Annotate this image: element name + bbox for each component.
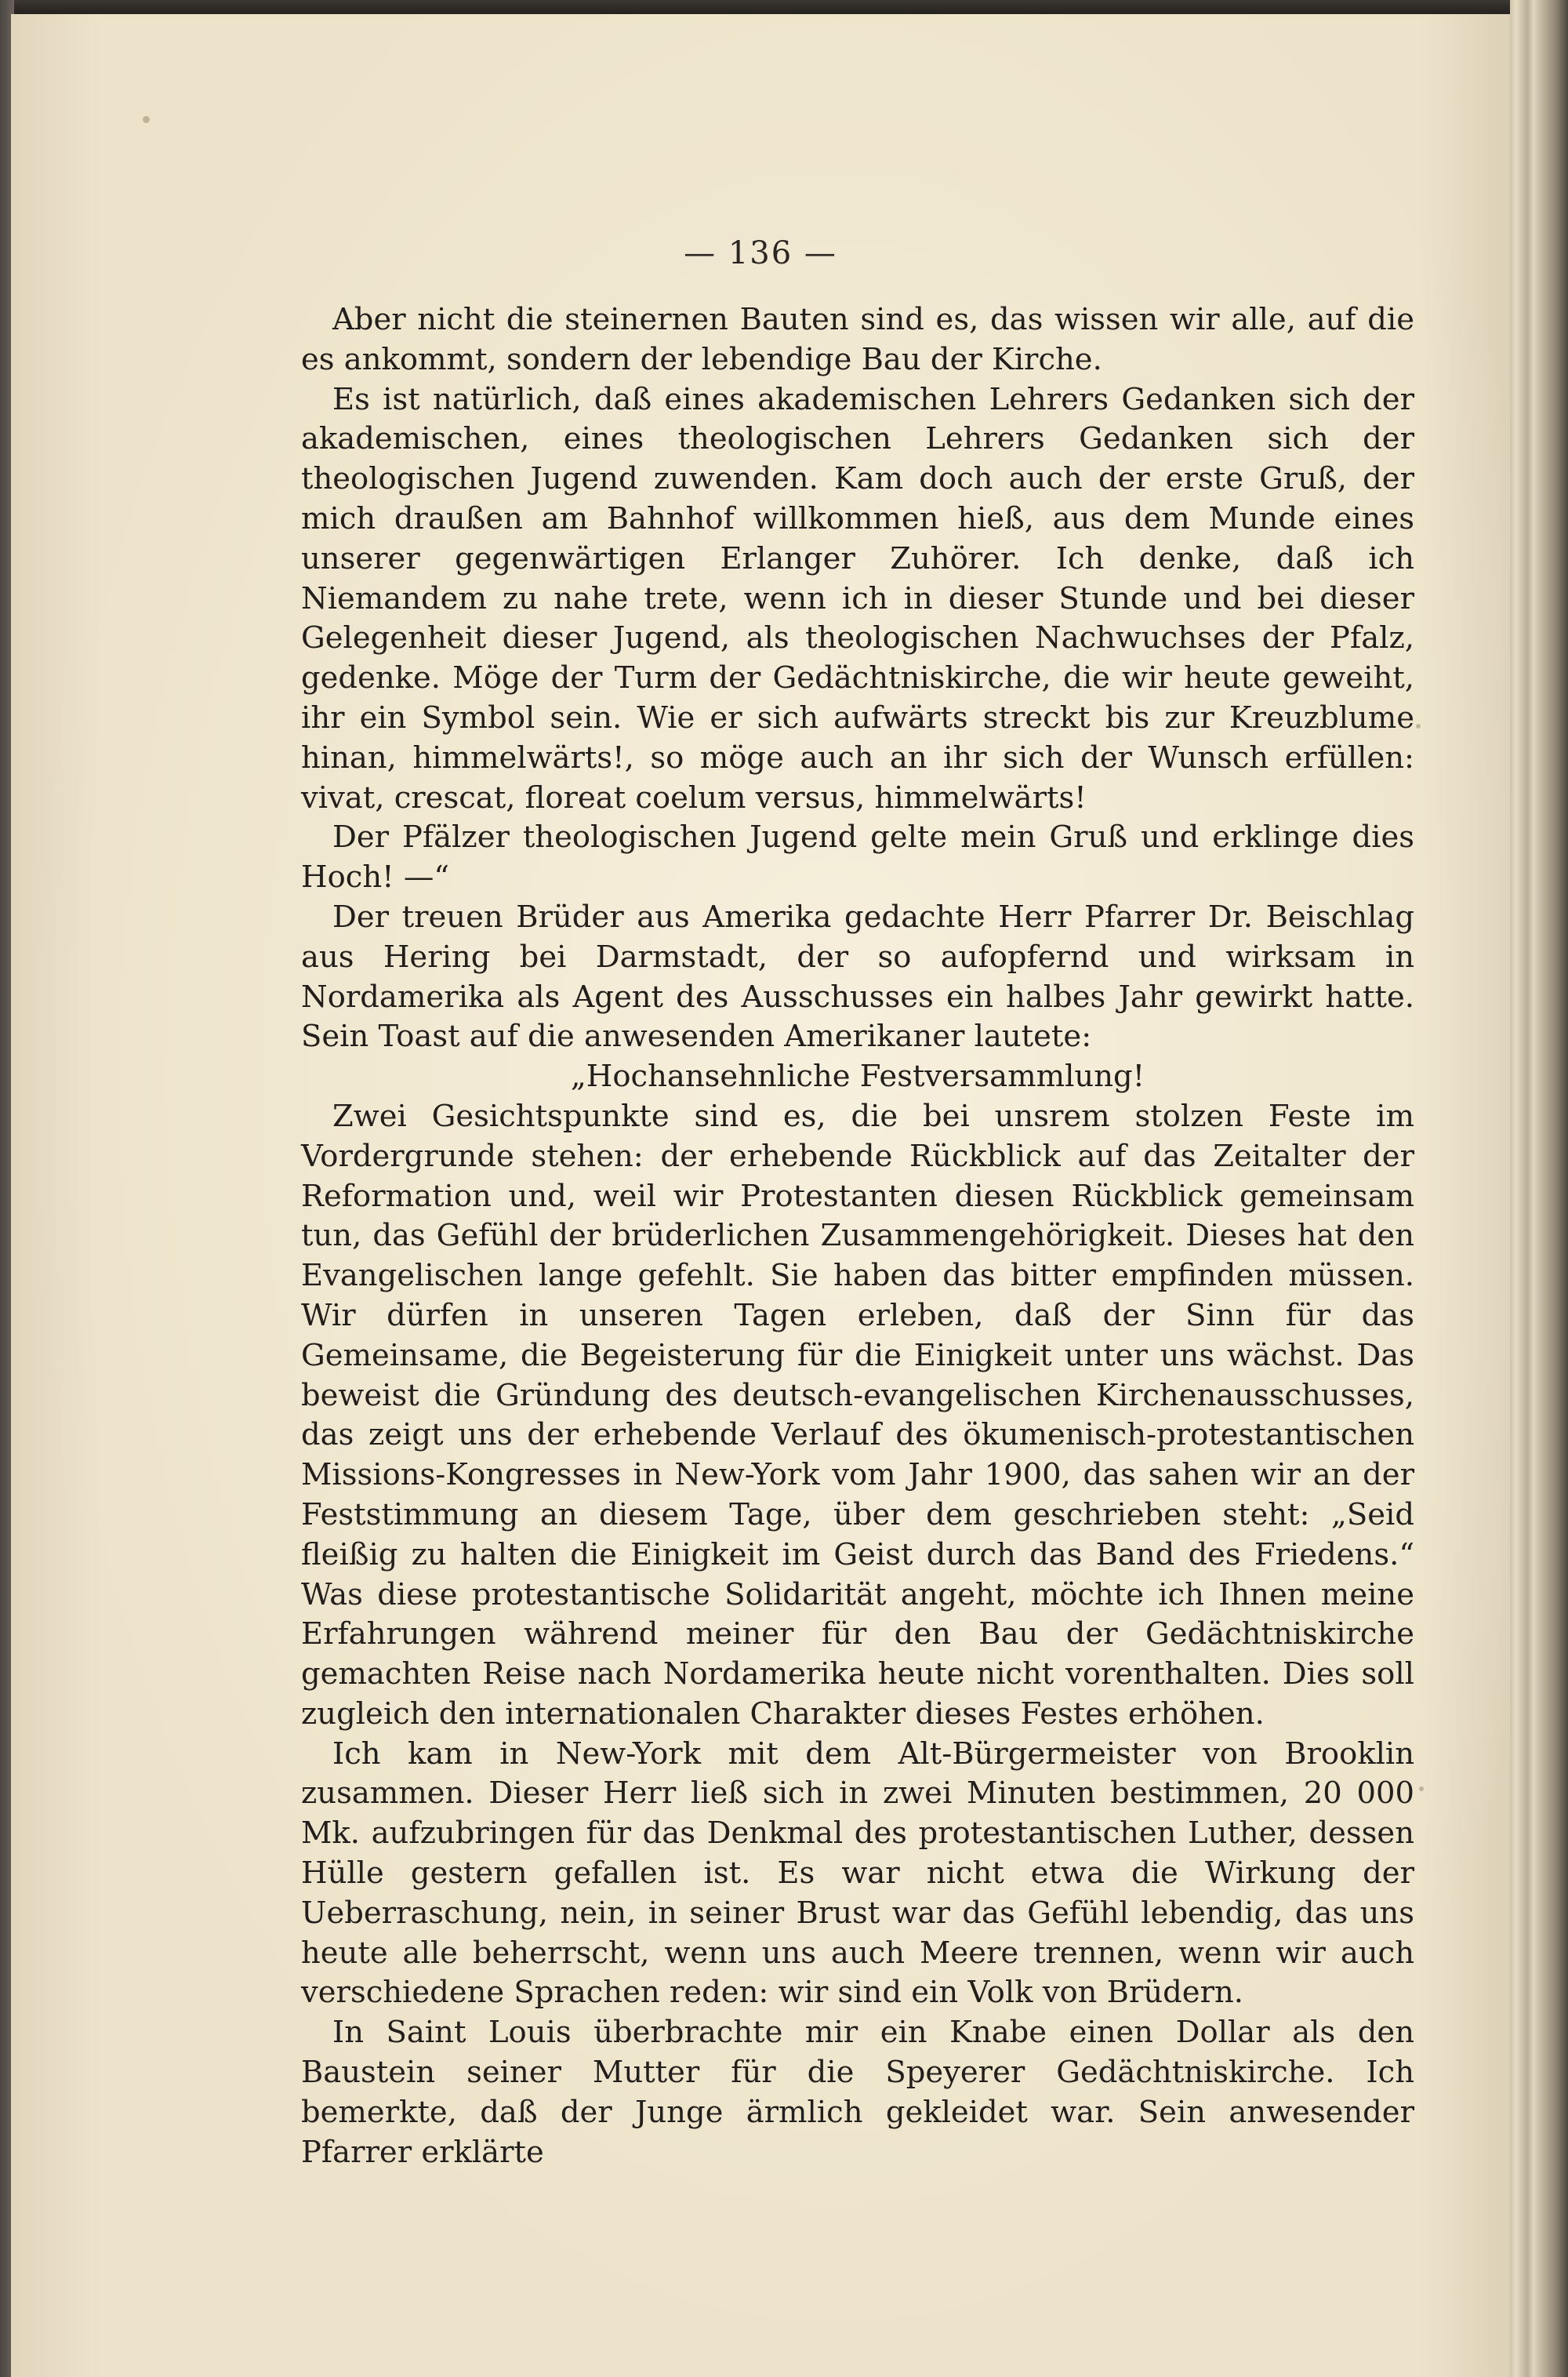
page-body	[301, 300, 1414, 2172]
paragraph: In Saint Louis überbrachte mir ein Knabe einen Dollar als den Baustein seiner Mutter für die Speyerer Gedächtniskirche. Ich bemerkte, daß der Junge ärmlich gekleidet war. Sein anwesender Pfarrer erklärte	[301, 2015, 1414, 2170]
page-number: — 136 —	[684, 235, 837, 271]
paper-stain	[1416, 724, 1421, 729]
speech-salutation: „Hochansehnliche Festversammlung!	[570, 1059, 1145, 1095]
paragraph: Der Pfälzer theologischen Jugend gelte mein Gruß und erklinge dies Hoch! —“	[301, 820, 1414, 896]
book-page	[11, 14, 1510, 2377]
scan-right-edge	[1510, 0, 1568, 2377]
paper-stain	[143, 116, 150, 123]
paragraph: Es ist natürlich, daß eines akademischen Lehrers Gedanken sich der akademischen, eines theologischen Lehrers Gedanken sich der theologischen Jugend zuwenden. Kam doch auch der erste Gruß, der mich draußen am Bahnhof willkommen hieß, aus dem Munde eines unserer gegenwärtigen Erlanger Zuhörer. Ich denke, daß ich Niemandem zu nahe trete, wenn ich in dieser Stunde und bei dieser Gelegenheit dieser Jugend, als theologischen Nachwuchses der Pfalz, gedenke. Möge der Turm der Gedächtniskirche, die wir heute geweiht, ihr ein Symbol sein. Wie er sich aufwärts streckt bis zur Kreuzblume hinan, himmelwärts!, so möge auch an ihr sich der Wunsch erfüllen: vivat, crescat, floreat coelum versus, himmelwärts!	[301, 381, 1414, 816]
paragraph: Zwei Gesichtspunkte sind es, die bei unsrem stolzen Feste im Vordergrunde stehen: der erhebende Rückblick auf das Zeitalter der Reformation und, weil wir Protestanten diesen Rückblick gemeinsam tun, das Gefühl der brüderlichen Zusammengehörigkeit. Dieses hat den Evangelischen lange gefehlt. Sie haben das bitter empfinden müssen. Wir dürfen in unseren Tagen erleben, daß der Sinn für das Gemeinsame, die Begeisterung für die Einigkeit unter uns wächst. Das beweist die Gründung des deutsch-evangelischen Kirchenausschusses, das zeigt uns der erhebende Verlauf des ökumenisch-protestantischen Missions-Kongresses in New-York vom Jahr 1900, das sahen wir an der Feststimmung an diesem Tage, über dem geschrieben steht: „Seid fleißig zu halten die Einigkeit im Geist durch das Band des Friedens.“ Was diese protestantische Solidarität angeht, möchte ich Ihnen meine Erfahrungen während meiner für den Bau der Gedächtniskirche gemachten Reise nach Nordamerika heute nicht vorenthalten. Dies soll zugleich den internationalen Charakter dieses Festes erhöhen.	[301, 1098, 1414, 1732]
paragraph: Der treuen Brüder aus Amerika gedachte Herr Pfarrer Dr. Beischlag aus Hering bei Darmstadt, der so aufopfernd und wirksam in Nordamerika als Agent des Ausschusses ein halbes Jahr gewirkt hatte. Sein Toast auf die anwesenden Amerikaner lautete:	[301, 899, 1414, 1055]
paper-stain	[1419, 1786, 1424, 1791]
paragraph: Ich kam in New-York mit dem Alt-Bürgermeister von Brooklin zusammen. Dieser Herr ließ sich in zwei Minuten bestimmen, 20 000 Mk. aufzubringen für das Denkmal des protestantischen Luther, dessen Hülle gestern gefallen ist. Es war nicht etwa die Wirkung der Ueberraschung, nein, in seiner Brust war das Gefühl lebendig, das uns heute alle beherrscht, wenn uns auch Meere trennen, wenn wir auch verschiedene Sprachen reden: wir sind ein Volk von Brüdern.	[301, 1736, 1414, 2011]
paragraph: Aber nicht die steinernen Bauten sind es, das wissen wir alle, auf die es ankommt, sondern der lebendige Bau der Kirche.	[301, 302, 1414, 377]
